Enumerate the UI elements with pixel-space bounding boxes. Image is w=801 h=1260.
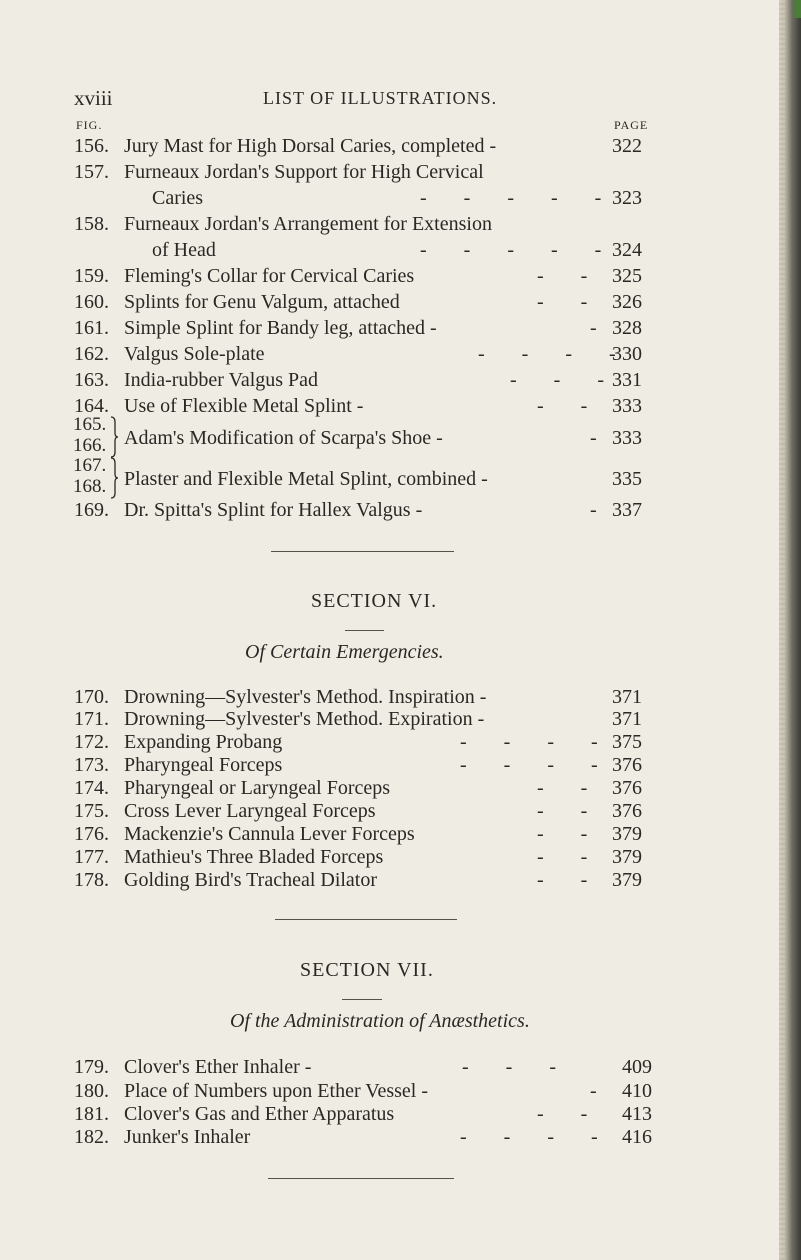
list-item (0, 263, 801, 289)
running-head (74, 86, 634, 116)
page-number: 333 (612, 427, 642, 449)
divider-rule (275, 919, 457, 920)
list-item (0, 289, 801, 315)
page-number: 322 (612, 135, 642, 157)
list-item (0, 497, 801, 523)
figure-number: 173. (74, 754, 109, 776)
page-column-heading: PAGE (614, 118, 649, 132)
divider-rule (268, 1178, 454, 1179)
figure-number: 164. (74, 395, 109, 417)
list-item (0, 867, 801, 893)
leader-dashes: - - (537, 846, 589, 868)
leader-dashes: - - (537, 823, 589, 845)
leader-dashes: - (590, 427, 598, 449)
list-item (0, 341, 801, 367)
leader-dashes: - - - - (460, 1126, 599, 1148)
figure-title: Clover's Gas and Ether Apparatus (124, 1103, 395, 1125)
page-number: 376 (612, 754, 642, 776)
leader-dashes: - - - - - (420, 187, 603, 209)
list-item (0, 1054, 801, 1080)
figure-title: Furneaux Jordan's Arrangement for Extension (124, 213, 492, 235)
short-rule (342, 999, 382, 1000)
page-number: 409 (622, 1056, 652, 1078)
page-number: 335 (612, 468, 642, 490)
figure-number: 180. (74, 1080, 109, 1102)
page-number: 410 (622, 1080, 652, 1102)
page-number: 325 (612, 265, 642, 287)
leader-dashes: - (590, 1080, 598, 1102)
figure-title: Fleming's Collar for Cervical Caries (124, 265, 415, 287)
figure-number: 181. (74, 1103, 109, 1125)
figure-number: 172. (74, 731, 109, 753)
leader-dashes: - - - - (460, 754, 599, 776)
figure-number: 175. (74, 800, 109, 822)
section-heading: SECTION VI. (311, 590, 438, 612)
leader-dashes: - - (537, 800, 589, 822)
list-item (0, 185, 801, 211)
figure-title: Adam's Modification of Scarpa's Shoe - (124, 427, 443, 449)
short-rule (345, 630, 384, 631)
section-subtitle: Of the Administration of Anæsthetics. (230, 1010, 530, 1032)
fig-column-heading: FIG. (76, 118, 103, 132)
figure-title: Jury Mast for High Dorsal Caries, completed - (124, 135, 497, 157)
figure-title: Dr. Spitta's Splint for Hallex Valgus - (124, 499, 423, 521)
figure-number: 170. (74, 686, 109, 708)
page-folio: xviii (74, 86, 113, 110)
page-number: 379 (612, 846, 642, 868)
list-item (0, 315, 801, 341)
leader-dashes: - - (537, 777, 589, 799)
figure-title: Drowning—Sylvester's Method. Inspiration - (124, 686, 487, 708)
page-number: 375 (612, 731, 642, 753)
figure-number: 178. (74, 869, 109, 891)
page-number: 371 (612, 708, 642, 730)
figure-title: Mathieu's Three Bladed Forceps (124, 846, 384, 868)
figure-title: Pharyngeal or Laryngeal Forceps (124, 777, 391, 799)
figure-number: 158. (74, 213, 109, 235)
figure-title: Valgus Sole-plate (124, 343, 265, 365)
figure-title: Drowning—Sylvester's Method. Expiration - (124, 708, 485, 730)
figure-number: 163. (74, 369, 109, 391)
page-number: 328 (612, 317, 642, 339)
running-title: LIST OF ILLUSTRATIONS. (263, 88, 498, 108)
leader-dashes: - (590, 499, 598, 521)
figure-number: 161. (74, 317, 109, 339)
figure-number: 157. (74, 161, 109, 183)
list-item (0, 211, 801, 237)
figure-title: Plaster and Flexible Metal Splint, combined - (124, 468, 488, 490)
leader-dashes: - - (537, 265, 589, 287)
leader-dashes: - (590, 317, 598, 339)
figure-number: 159. (74, 265, 109, 287)
leader-dashes: - - (537, 395, 589, 417)
figure-number: 177. (74, 846, 109, 868)
page-number: 323 (612, 187, 642, 209)
list-item (0, 414, 801, 456)
figure-number: 167. (73, 455, 107, 476)
leader-dashes: - - - (462, 1056, 557, 1078)
divider-rule (271, 551, 454, 552)
figure-title: Splints for Genu Valgum, attached (124, 291, 400, 313)
page-number: 331 (612, 369, 642, 391)
page-number: 416 (622, 1126, 652, 1148)
figure-number: 168. (73, 476, 107, 497)
page-number: 376 (612, 800, 642, 822)
figure-number: 179. (74, 1056, 109, 1078)
leader-dashes: - - - - (460, 731, 599, 753)
section-subtitle: Of Certain Emergencies. (245, 641, 444, 663)
figure-number: 165. (73, 414, 107, 435)
leader-dashes: - - - - (478, 343, 617, 365)
page-number: 379 (612, 823, 642, 845)
figure-title: Furneaux Jordan's Support for High Cervical (124, 161, 484, 183)
page-number: 324 (612, 239, 642, 261)
list-item (0, 159, 801, 185)
figure-number: 162. (74, 343, 109, 365)
figure-title-continuation: Caries (152, 187, 204, 209)
right-brace-icon (110, 457, 118, 499)
page-number: 330 (612, 343, 642, 365)
figure-title: India-rubber Valgus Pad (124, 369, 319, 391)
list-item (0, 393, 801, 419)
leader-dashes: - - (537, 869, 589, 891)
list-item (0, 455, 801, 497)
figure-title: Junker's Inhaler (124, 1126, 251, 1148)
figure-title: Clover's Ether Inhaler - (124, 1056, 312, 1078)
right-brace-icon (110, 416, 118, 458)
figure-title: Mackenzie's Cannula Lever Forceps (124, 823, 415, 845)
list-item (0, 133, 801, 159)
page-number: 371 (612, 686, 642, 708)
section-heading: SECTION VII. (300, 959, 434, 981)
list-item (0, 237, 801, 263)
figure-number: 174. (74, 777, 109, 799)
list-item (0, 1124, 801, 1150)
figure-title: Pharyngeal Forceps (124, 754, 283, 776)
page-number: 376 (612, 777, 642, 799)
figure-title: Expanding Probang (124, 731, 283, 753)
figure-number: 166. (73, 435, 107, 456)
page-number: 413 (622, 1103, 652, 1125)
figure-number: 160. (74, 291, 109, 313)
figure-title: Golding Bird's Tracheal Dilator (124, 869, 378, 891)
page-number: 333 (612, 395, 642, 417)
figure-title: Simple Splint for Bandy leg, attached - (124, 317, 437, 339)
figure-title: Use of Flexible Metal Splint - (124, 395, 364, 417)
figure-number: 169. (74, 499, 109, 521)
figure-title: Cross Lever Laryngeal Forceps (124, 800, 376, 822)
figure-number: 176. (74, 823, 109, 845)
list-item (0, 367, 801, 393)
figure-number: 156. (74, 135, 109, 157)
page-number: 326 (612, 291, 642, 313)
page-number: 337 (612, 499, 642, 521)
leader-dashes: - - - (510, 369, 605, 391)
figure-number: 182. (74, 1126, 109, 1148)
figure-number: 171. (74, 708, 109, 730)
leader-dashes: - - - - - (420, 239, 603, 261)
leader-dashes: - - (537, 1103, 589, 1125)
figure-title: Place of Numbers upon Ether Vessel - (124, 1080, 429, 1102)
figure-title-continuation: of Head (152, 239, 216, 261)
page-number: 379 (612, 869, 642, 891)
leader-dashes: - - (537, 291, 589, 313)
